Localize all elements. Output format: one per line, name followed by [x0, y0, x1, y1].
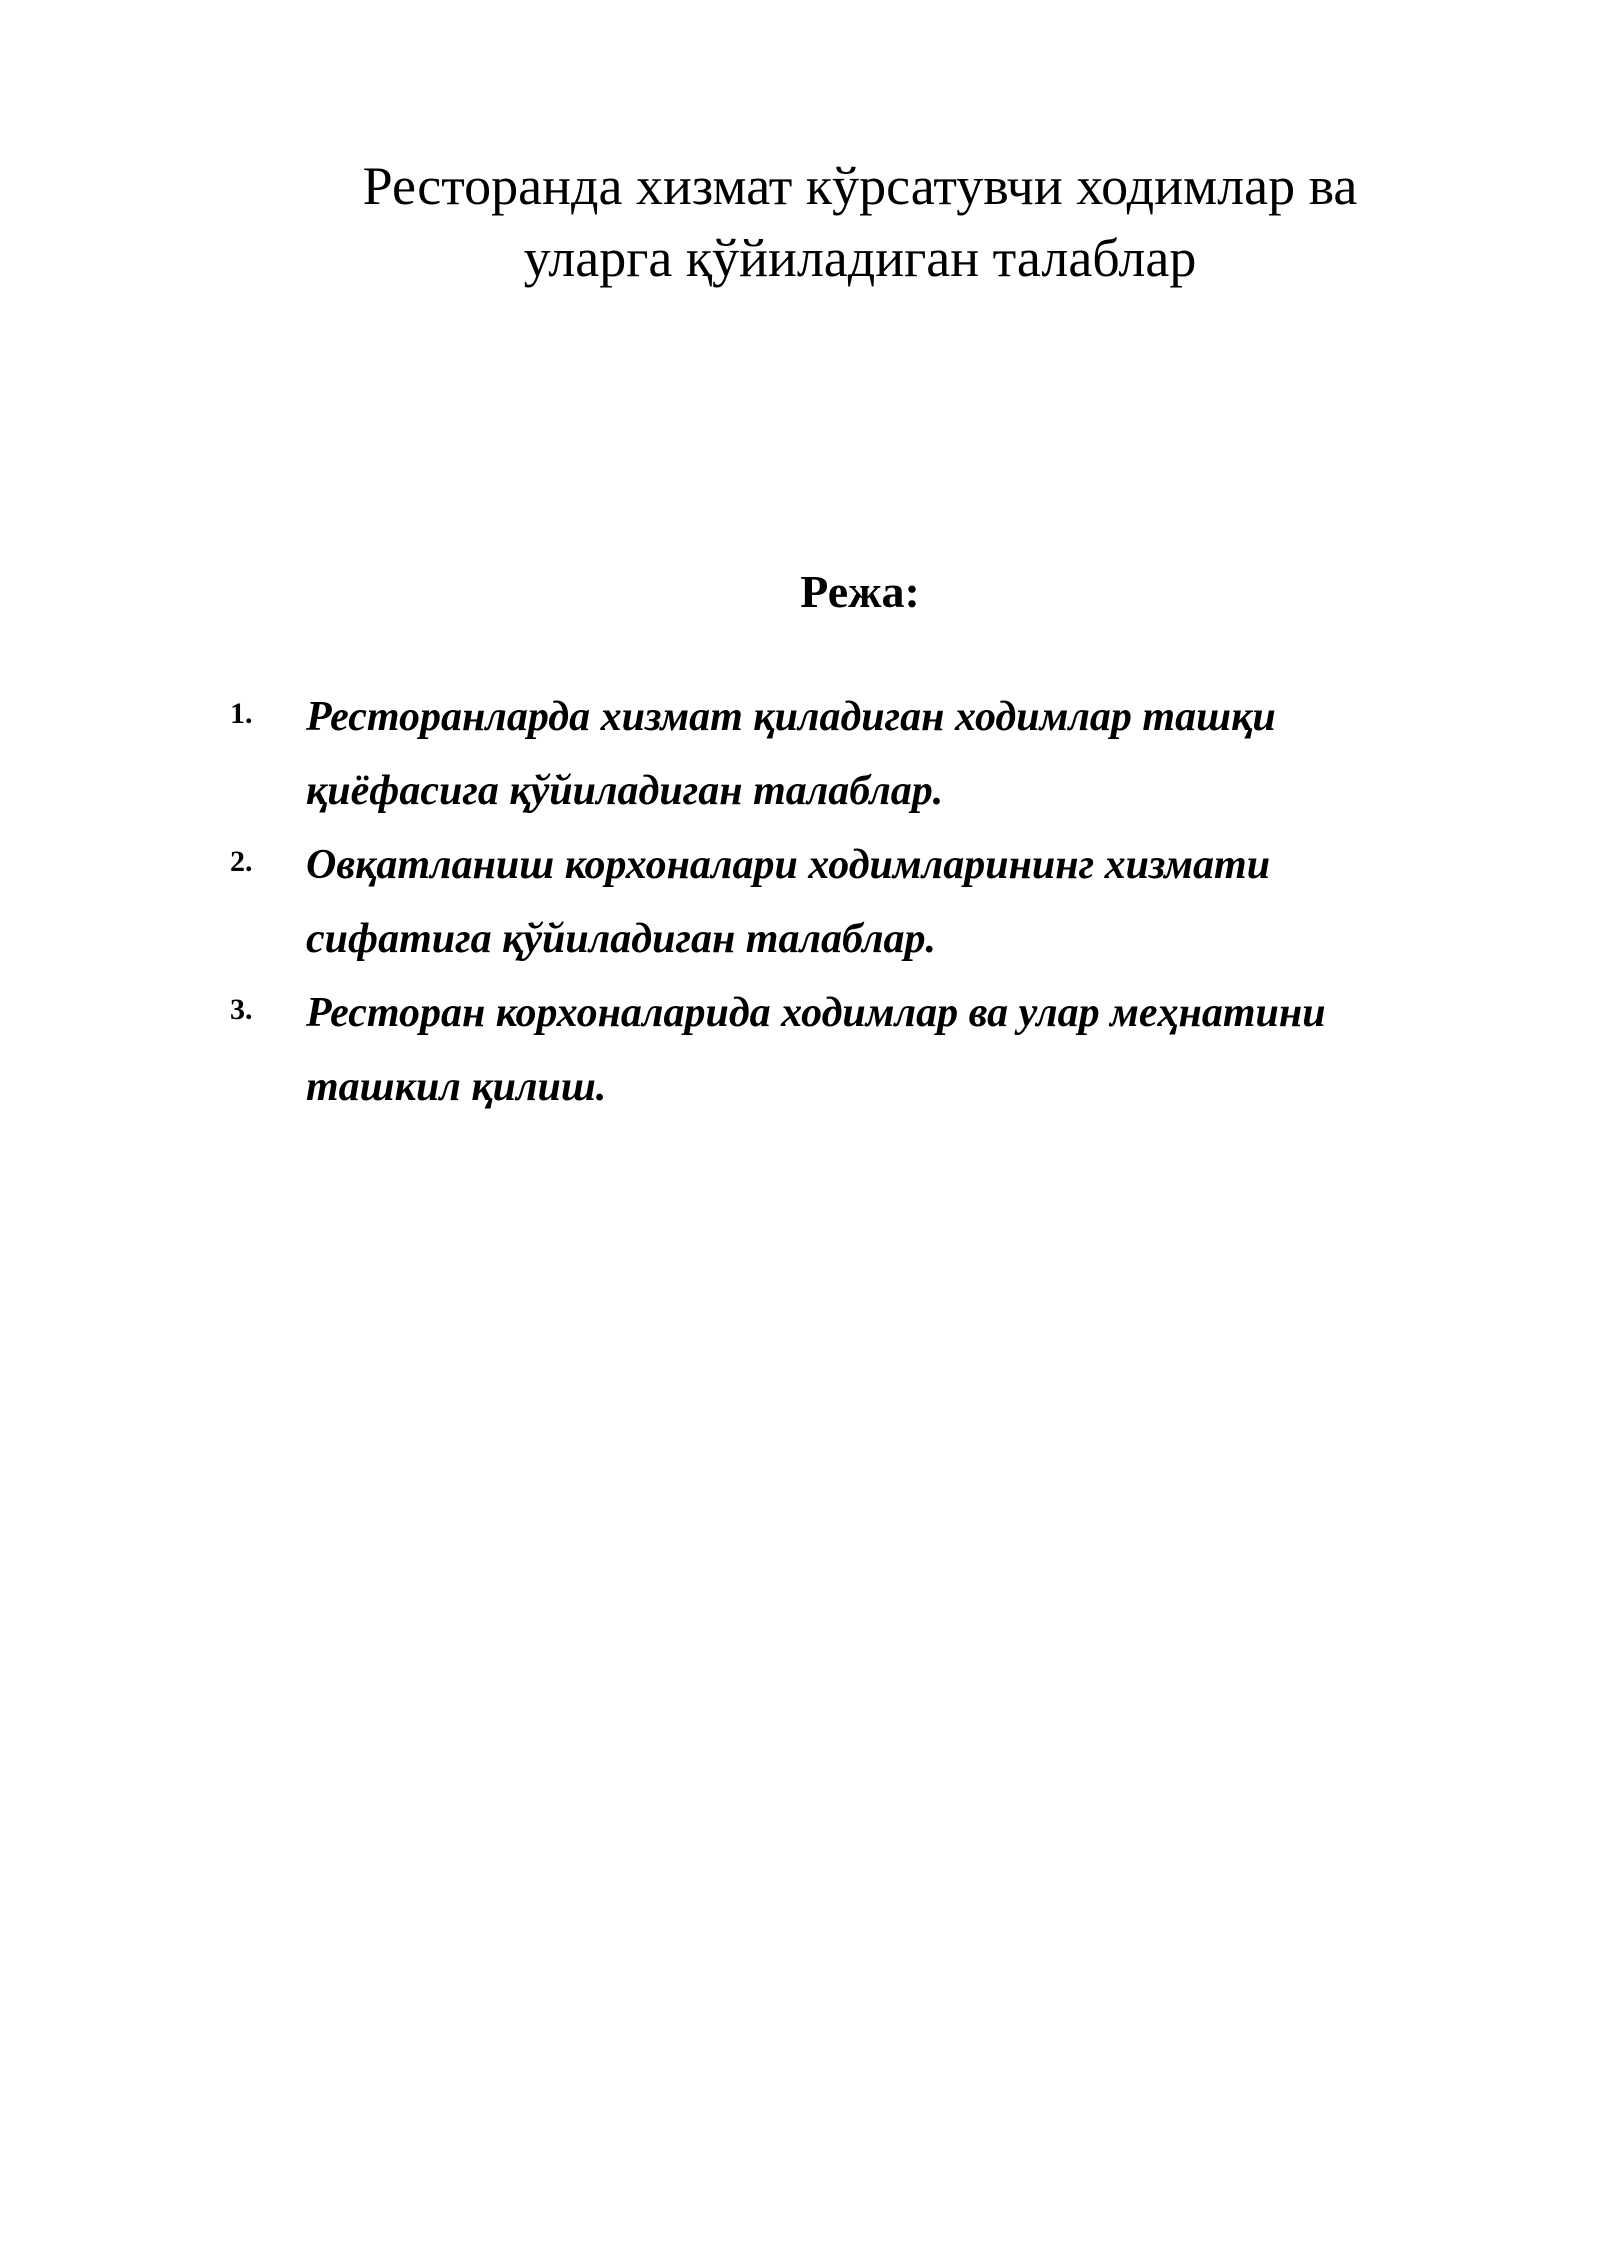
plan-item-text	[306, 680, 1430, 828]
page-title	[260, 150, 1460, 294]
title-line-1: Ресторанда хизмат кўрсатувчи ходимлар ва	[362, 156, 1358, 216]
plan-item-line: қиёфасига қўйиладиган талаблар.	[306, 768, 944, 814]
plan-item-line: Овқатланиш корхоналари ходимларининг хизмати	[306, 842, 1271, 888]
plan-item	[230, 828, 1430, 976]
plan-item	[230, 976, 1430, 1124]
plan-item-line: ташкил қилиш.	[306, 1064, 607, 1110]
plan-item-text	[306, 976, 1430, 1124]
plan-item-number: 2.	[230, 845, 253, 878]
plan-item-line: сифатига қўйиладиган талаблар.	[306, 916, 936, 962]
plan-item-number: 1.	[230, 697, 253, 730]
plan-item	[230, 680, 1430, 828]
plan-item-line: Ресторанларда хизмат қиладиган ходимлар ташқи	[306, 694, 1276, 740]
title-line-2: уларга қўйиладиган талаблар	[523, 228, 1197, 288]
plan-item-number: 3.	[230, 993, 253, 1026]
plan-item-text	[306, 828, 1430, 976]
plan-item-line: Ресторан корхоналарида ходимлар ва улар меҳнатини	[306, 990, 1326, 1036]
plan-list	[230, 680, 1430, 1124]
plan-heading: Режа:	[800, 566, 920, 617]
